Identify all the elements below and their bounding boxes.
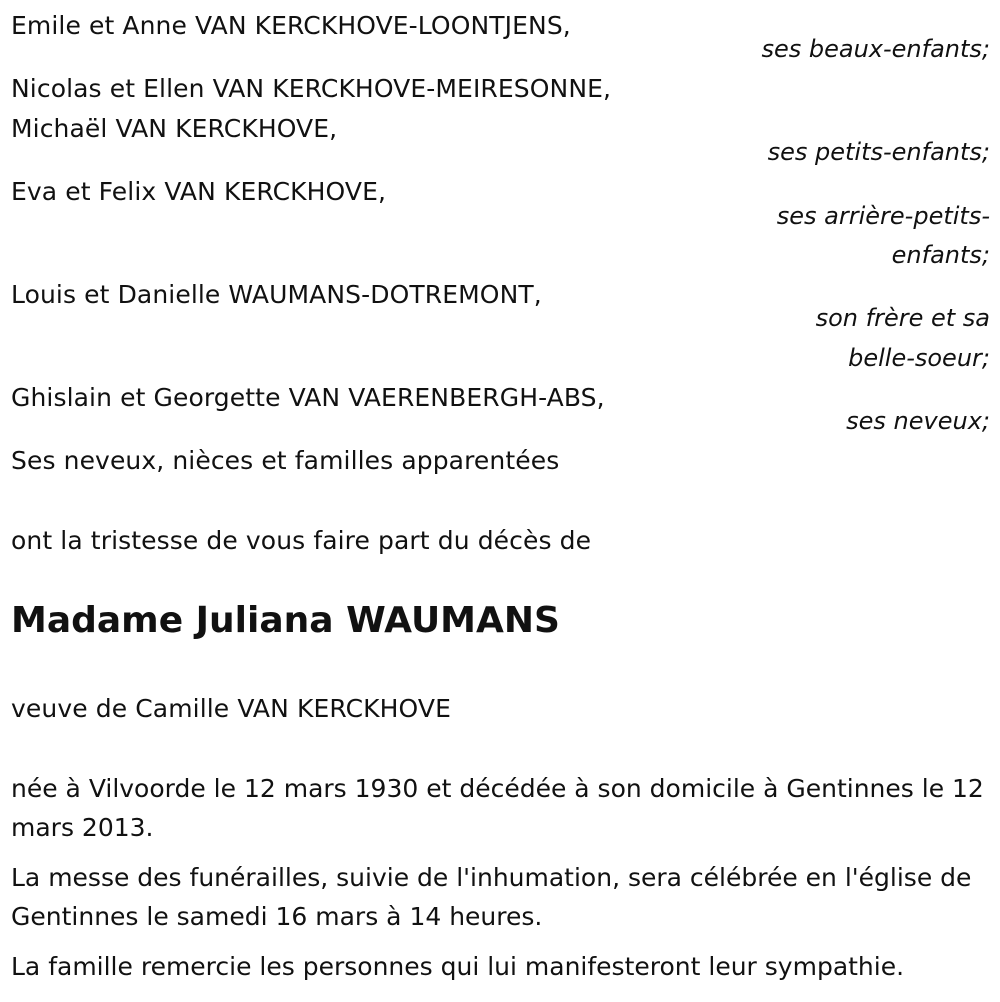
family-line-nicolas-ellen: Nicolas et Ellen VAN KERCKHOVE-MEIRESONNE,: [11, 74, 612, 103]
role-beaux-enfants: ses beaux-enfants;: [761, 35, 990, 63]
role-arriere-petits-enfants-line2: enfants;: [891, 241, 990, 269]
birth-death-text: née à Vilvoorde le 12 mars 1930 et décédée à son domicile à Gentinnes le 12 mars 2013.: [11, 774, 984, 842]
family-line-louis-danielle: Louis et Danielle WAUMANS-DOTREMONT,: [11, 280, 542, 309]
widow-of-text: veuve de Camille VAN KERCKHOVE: [11, 694, 451, 723]
announcement-text: ont la tristesse de vous faire part du décès de: [11, 526, 592, 555]
family-line-neveux-nieces: Ses neveux, nièces et familles apparentées: [11, 446, 560, 475]
role-frere-line2: belle-soeur;: [848, 344, 990, 372]
family-line-michael: Michaël VAN KERCKHOVE,: [11, 114, 338, 143]
family-line-emile-anne: Emile et Anne VAN KERCKHOVE-LOONTJENS,: [11, 11, 571, 40]
thanks-text: La famille remercie les personnes qui lui manifesteront leur sympathie.: [11, 952, 905, 981]
role-neveux: ses neveux;: [846, 407, 990, 435]
role-arriere-petits-enfants-line1: ses arrière-petits-: [776, 202, 990, 230]
role-frere-line1: son frère et sa: [815, 304, 990, 332]
family-line-ghislain-georgette: Ghislain et Georgette VAN VAERENBERGH-ABS,: [11, 383, 605, 412]
funeral-text: La messe des funérailles, suivie de l'inhumation, sera célébrée en l'église de Gentinnes le samedi 16 mars à 14 heures.: [11, 863, 972, 931]
deceased-name: Madame Juliana WAUMANS: [11, 600, 560, 641]
family-line-eva-felix: Eva et Felix VAN KERCKHOVE,: [11, 177, 387, 206]
role-petits-enfants: ses petits-enfants;: [767, 138, 990, 166]
